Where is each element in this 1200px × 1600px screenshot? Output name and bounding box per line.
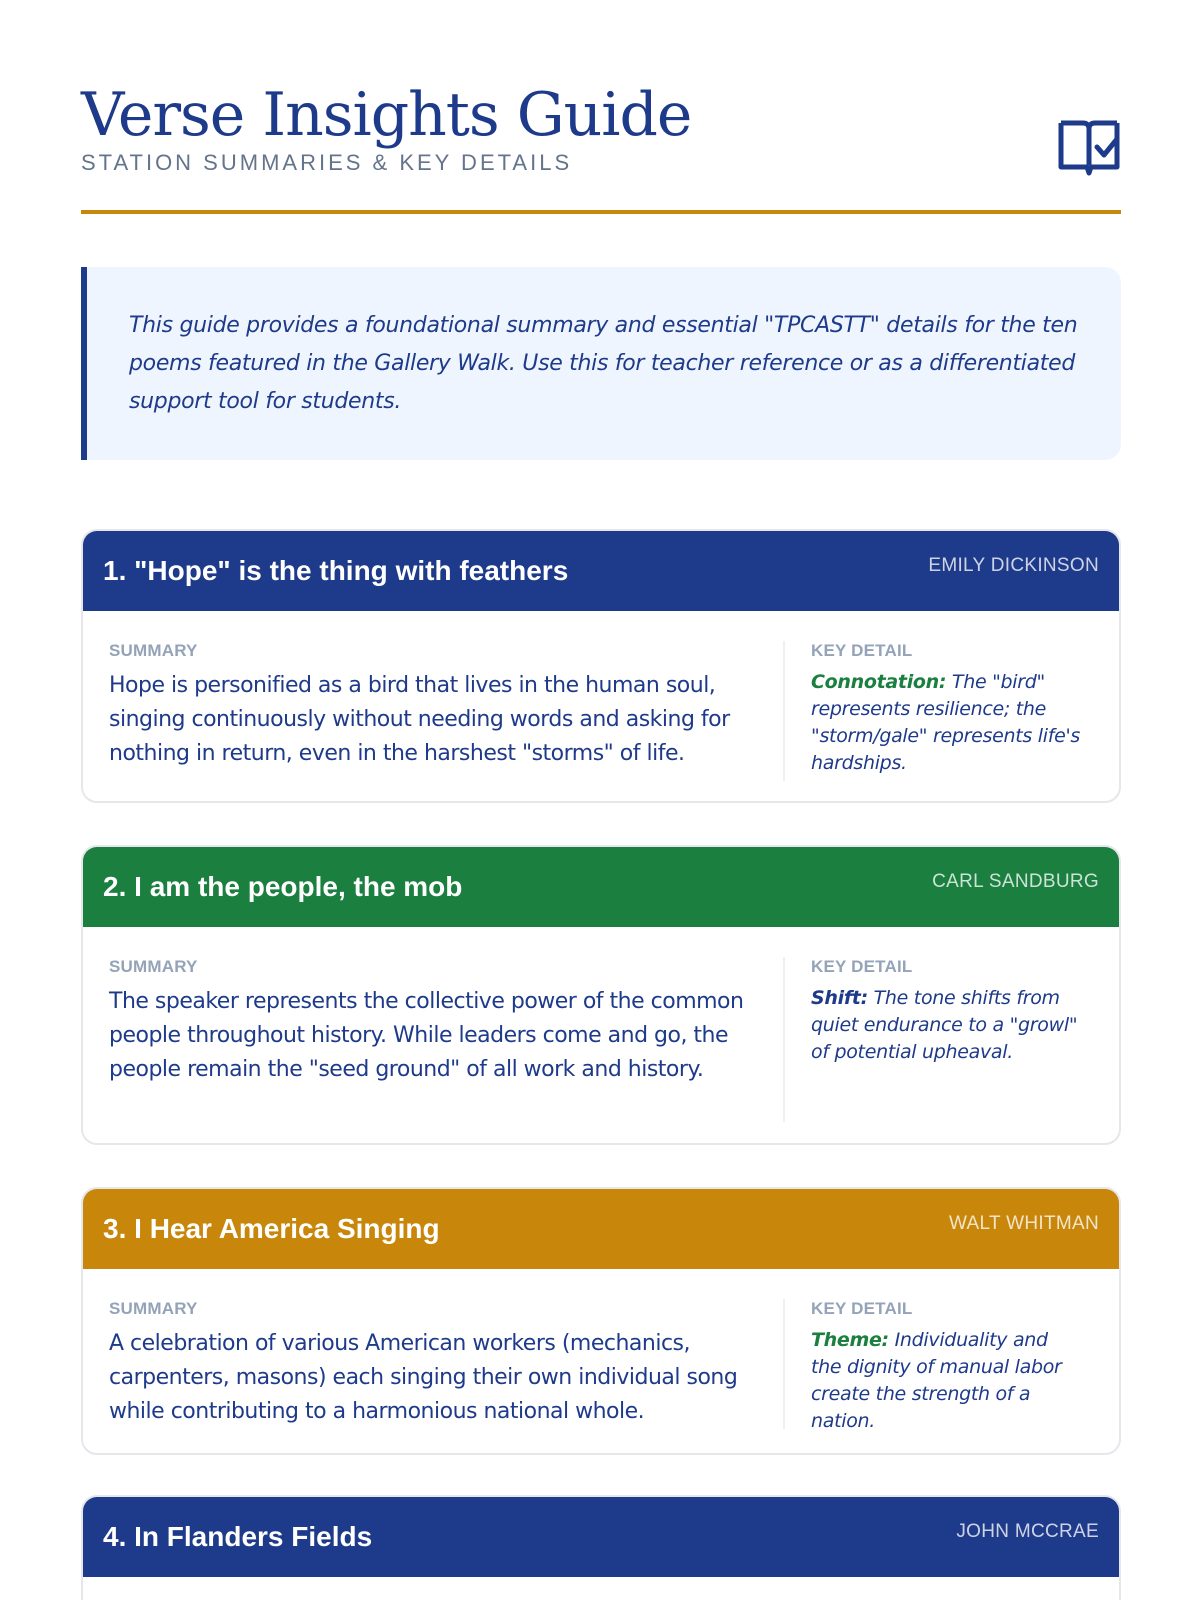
key-detail-body: Individuality and the dignity of manual labor create the strength of a nation.: [811, 1329, 1062, 1432]
poem-title: 2. I am the people, the mob: [103, 871, 463, 902]
key-detail-section: [783, 641, 1083, 781]
page-title: Verse Insights Guide: [81, 80, 692, 150]
page: [81, 0, 1121, 1552]
poem-card: [81, 529, 1121, 803]
summary-text: A celebration of various American workers (mechanics, carpenters, masons) each singing their own individual song while contributing to a harmonious national whole.: [109, 1331, 738, 1424]
poem-card: [81, 1495, 1121, 1600]
intro-callout: [81, 267, 1121, 460]
key-detail-label: KEY DETAIL: [811, 1299, 913, 1318]
key-detail-term: Theme:: [811, 1329, 889, 1351]
key-detail-label: KEY DETAIL: [811, 957, 913, 976]
summary-section: [109, 957, 759, 1087]
poem-title: 1. "Hope" is the thing with feathers: [103, 555, 569, 586]
intro-text: This guide provides a foundational summary and essential "TPCASTT" details for the ten poems featured in the Gallery Walk. Use this for teacher reference or as a differentiated support tool for students.: [129, 313, 1078, 414]
key-detail-section: [783, 957, 1083, 1122]
summary-section: [109, 1299, 759, 1429]
summary-label: SUMMARY: [109, 641, 198, 660]
book-check-icon: [1057, 115, 1121, 179]
summary-text: The speaker represents the collective power of the common people throughout history. While leaders come and go, the people remain the "seed ground" of all work and history.: [109, 989, 744, 1082]
poem-author: EMILY DICKINSON: [928, 555, 1099, 576]
key-detail-term: Connotation:: [811, 671, 947, 693]
key-detail-text: [811, 669, 1083, 777]
poem-author: WALT WHITMAN: [949, 1213, 1099, 1234]
key-detail-label: KEY DETAIL: [811, 641, 913, 660]
poem-card-header: [83, 1189, 1119, 1269]
poem-title: 4. In Flanders Fields: [103, 1521, 373, 1552]
poem-card-header: [83, 531, 1119, 611]
page-header: [81, 0, 1121, 214]
key-detail-body: The tone shifts from quiet endurance to a "growl" of potential upheaval.: [811, 987, 1078, 1063]
poem-card: [81, 845, 1121, 1145]
poem-card-header: [83, 847, 1119, 927]
poem-author: CARL SANDBURG: [932, 871, 1099, 892]
poem-title: 3. I Hear America Singing: [103, 1213, 440, 1244]
page-subtitle: STATION SUMMARIES & KEY DETAILS: [81, 150, 573, 175]
summary-section: [109, 641, 759, 771]
summary-text: Hope is personified as a bird that lives in the human soul, singing continuously without needing words and asking for nothing in return, even in the harshest "storms" of life.: [109, 673, 730, 766]
key-detail-text: [811, 985, 1083, 1066]
key-detail-term: Shift:: [811, 987, 868, 1009]
summary-label: SUMMARY: [109, 1299, 198, 1318]
key-detail-body: The "bird" represents resilience; the "storm/gale" represents life's hardships.: [811, 671, 1081, 774]
key-detail-section: [783, 1299, 1083, 1432]
key-detail-text: [811, 1327, 1083, 1435]
poem-card-header: [83, 1497, 1119, 1577]
summary-label: SUMMARY: [109, 957, 198, 976]
poem-card: [81, 1187, 1121, 1455]
poem-author: JOHN MCCRAE: [956, 1521, 1099, 1542]
